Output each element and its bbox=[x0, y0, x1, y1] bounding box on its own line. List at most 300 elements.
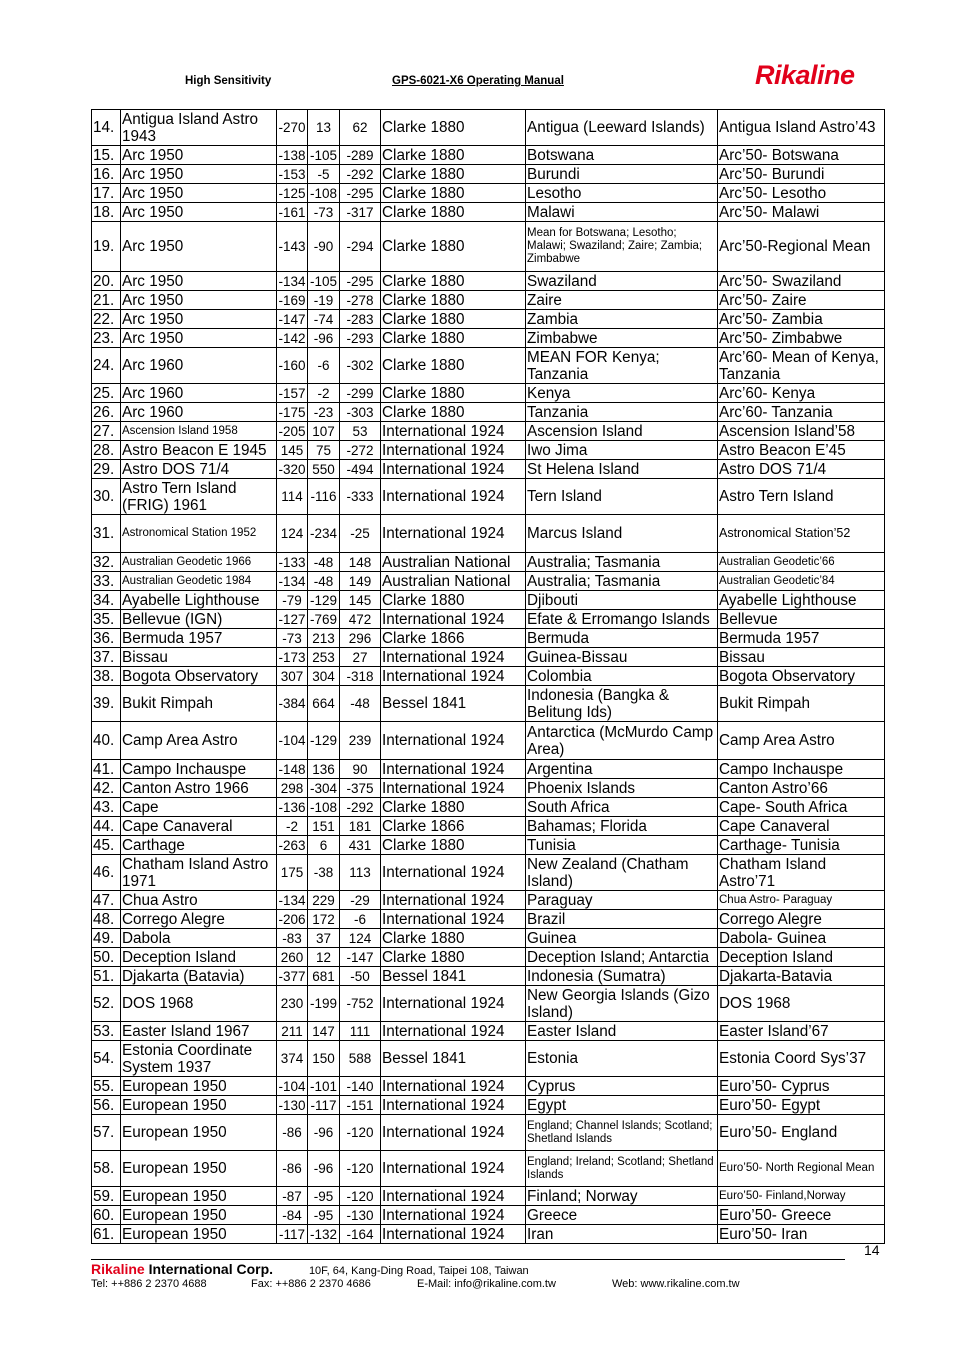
dy-cell: -6 bbox=[308, 348, 340, 384]
dz-cell: 148 bbox=[340, 553, 381, 572]
dz-cell: -164 bbox=[340, 1225, 381, 1244]
dx-cell: 114 bbox=[277, 479, 308, 515]
table-row bbox=[92, 1187, 885, 1206]
dz-cell: -29 bbox=[340, 891, 381, 910]
dy-cell: -105 bbox=[308, 146, 340, 165]
ellipsoid-cell: International 1924 bbox=[381, 479, 526, 515]
ellipsoid-cell: Clarke 1880 bbox=[381, 110, 526, 146]
dx-cell: 374 bbox=[277, 1041, 308, 1077]
dx-cell: 211 bbox=[277, 1022, 308, 1041]
area-cell: Estonia bbox=[526, 1041, 718, 1077]
dx-cell: -117 bbox=[277, 1225, 308, 1244]
datum-name-cell: Antigua Island Astro 1943 bbox=[121, 110, 277, 146]
area-cell: Tern Island bbox=[526, 479, 718, 515]
area-cell: Lesotho bbox=[526, 184, 718, 203]
area-cell: Ascension Island bbox=[526, 422, 718, 441]
short-name-cell: Arc’50- Burundi bbox=[718, 165, 885, 184]
datum-name-cell: Australian Geodetic 1984 bbox=[121, 572, 277, 591]
short-name-cell: Corrego Alegre bbox=[718, 910, 885, 929]
short-name-cell: Arc’60- Tanzania bbox=[718, 403, 885, 422]
short-name-cell: Euro’50- Greece bbox=[718, 1206, 885, 1225]
ellipsoid-cell: Clarke 1880 bbox=[381, 146, 526, 165]
area-cell: New Georgia Islands (Gizo Island) bbox=[526, 986, 718, 1022]
short-name-cell: Camp Area Astro bbox=[718, 722, 885, 760]
ellipsoid-cell: International 1924 bbox=[381, 779, 526, 798]
short-name-cell: DOS 1968 bbox=[718, 986, 885, 1022]
footer-rule bbox=[91, 1259, 845, 1260]
dx-cell: 307 bbox=[277, 667, 308, 686]
dx-cell: -87 bbox=[277, 1187, 308, 1206]
table-row bbox=[92, 165, 885, 184]
short-name-cell: Arc’50- Zaire bbox=[718, 291, 885, 310]
ellipsoid-cell: International 1924 bbox=[381, 1206, 526, 1225]
row-number-cell: 34. bbox=[92, 591, 121, 610]
dz-cell: -120 bbox=[340, 1151, 381, 1187]
ellipsoid-cell: Clarke 1880 bbox=[381, 329, 526, 348]
datum-name-cell: Camp Area Astro bbox=[121, 722, 277, 760]
ellipsoid-cell: Clarke 1880 bbox=[381, 222, 526, 272]
dz-cell: -120 bbox=[340, 1187, 381, 1206]
dx-cell: -73 bbox=[277, 629, 308, 648]
dx-cell: -86 bbox=[277, 1115, 308, 1151]
dy-cell: -48 bbox=[308, 572, 340, 591]
ellipsoid-cell: Bessel 1841 bbox=[381, 686, 526, 722]
dy-cell: -117 bbox=[308, 1096, 340, 1115]
dy-cell: -48 bbox=[308, 553, 340, 572]
table-row bbox=[92, 948, 885, 967]
dx-cell: -133 bbox=[278, 554, 306, 570]
area-cell: Antigua (Leeward Islands) bbox=[526, 110, 718, 146]
footer-brand: Rikaline bbox=[91, 1261, 145, 1277]
dx-cell: 145 bbox=[277, 441, 308, 460]
dz-cell: 431 bbox=[340, 836, 381, 855]
dx-cell: -143 bbox=[277, 222, 308, 272]
ellipsoid-cell: International 1924 bbox=[381, 460, 526, 479]
dy-cell: 13 bbox=[308, 110, 340, 146]
row-number-cell: 20. bbox=[92, 272, 121, 291]
short-name-cell: Ascension Island’58 bbox=[718, 422, 885, 441]
short-name-cell: Arc’50- Lesotho bbox=[718, 184, 885, 203]
area-cell: Guinea-Bissau bbox=[526, 648, 718, 667]
dz-cell: -292 bbox=[340, 165, 381, 184]
ellipsoid-cell: Australian National bbox=[381, 553, 526, 572]
table-row bbox=[92, 203, 885, 222]
ellipsoid-cell: International 1924 bbox=[381, 667, 526, 686]
row-number-cell: 14. bbox=[92, 110, 121, 146]
datum-name-cell: Arc 1960 bbox=[121, 403, 277, 422]
table-row bbox=[92, 110, 885, 146]
table-row bbox=[92, 184, 885, 203]
row-number-cell: 23. bbox=[92, 329, 121, 348]
datum-name-cell: Bellevue (IGN) bbox=[121, 610, 277, 629]
ellipsoid-cell: Clarke 1880 bbox=[381, 836, 526, 855]
area-cell: Bermuda bbox=[526, 629, 718, 648]
short-name-cell: Arc’50- Zambia bbox=[718, 310, 885, 329]
dz-cell: 124 bbox=[340, 929, 381, 948]
short-name-cell: Arc’50-Regional Mean bbox=[718, 222, 885, 272]
dz-cell: 62 bbox=[340, 110, 381, 146]
row-number-cell: 37. bbox=[92, 648, 121, 667]
area-cell: Zimbabwe bbox=[526, 329, 718, 348]
table-row bbox=[92, 1225, 885, 1244]
table-row bbox=[92, 146, 885, 165]
table-row bbox=[92, 403, 885, 422]
short-name-cell: Euro’50- North Regional Mean bbox=[718, 1151, 885, 1187]
dz-cell: -375 bbox=[340, 779, 381, 798]
dx-cell: -205 bbox=[278, 423, 306, 439]
ellipsoid-cell: International 1924 bbox=[381, 441, 526, 460]
dz-cell: -299 bbox=[340, 384, 381, 403]
table-row bbox=[92, 891, 885, 910]
ellipsoid-cell: Clarke 1880 bbox=[381, 165, 526, 184]
ellipsoid-cell: Clarke 1880 bbox=[381, 384, 526, 403]
datum-name-cell: Deception Island bbox=[121, 948, 277, 967]
dz-cell: -272 bbox=[340, 441, 381, 460]
short-name-cell: Euro’50- Cyprus bbox=[718, 1077, 885, 1096]
area-cell: England; Ireland; Scotland; Shetland Islands bbox=[526, 1151, 718, 1187]
row-number-cell: 60. bbox=[92, 1206, 121, 1225]
short-name-cell: Australian Geodetic’84 bbox=[718, 572, 885, 591]
dy-cell: 6 bbox=[308, 836, 340, 855]
datum-name-cell: European 1950 bbox=[121, 1096, 277, 1115]
dy-cell: -2 bbox=[308, 384, 340, 403]
row-number-cell: 44. bbox=[92, 817, 121, 836]
area-cell: England; Channel Islands; Scotland; Shetland Islands bbox=[526, 1115, 718, 1151]
ellipsoid-cell: International 1924 bbox=[381, 986, 526, 1022]
dz-cell: 181 bbox=[340, 817, 381, 836]
datum-name-cell: Cape Canaveral bbox=[121, 817, 277, 836]
dz-cell: -302 bbox=[340, 348, 381, 384]
area-cell: New Zealand (Chatham Island) bbox=[526, 855, 718, 891]
datum-name-cell: Arc 1950 bbox=[121, 222, 277, 272]
dx-cell: -79 bbox=[277, 591, 308, 610]
dx-cell: -138 bbox=[278, 147, 306, 163]
short-name-cell: Cape Canaveral bbox=[718, 817, 885, 836]
dz-cell: -318 bbox=[340, 667, 381, 686]
area-cell: Indonesia (Bangka & Belitung Ids) bbox=[526, 686, 718, 722]
dx-cell: -384 bbox=[277, 686, 308, 722]
ellipsoid-cell: Clarke 1866 bbox=[381, 817, 526, 836]
datum-name-cell: Chua Astro bbox=[121, 891, 277, 910]
datum-name-cell: European 1950 bbox=[121, 1115, 277, 1151]
ellipsoid-cell: Clarke 1880 bbox=[381, 403, 526, 422]
dz-cell: 239 bbox=[340, 722, 381, 760]
short-name-cell: Bermuda 1957 bbox=[718, 629, 885, 648]
datum-name-cell: Chatham Island Astro 1971 bbox=[121, 855, 277, 891]
dx-cell: -173 bbox=[278, 649, 306, 665]
datum-name-cell: Arc 1950 bbox=[121, 291, 277, 310]
short-name-cell: Arc’50- Malawi bbox=[718, 203, 885, 222]
short-name-cell: Dabola- Guinea bbox=[718, 929, 885, 948]
dy-cell: -132 bbox=[308, 1225, 340, 1244]
dy-cell: 151 bbox=[308, 817, 340, 836]
short-name-cell: Easter Island’67 bbox=[718, 1022, 885, 1041]
area-cell: Australia; Tasmania bbox=[526, 553, 718, 572]
dz-cell: -130 bbox=[340, 1206, 381, 1225]
dx-cell: -125 bbox=[278, 185, 306, 201]
dy-cell: -90 bbox=[308, 222, 340, 272]
row-number-cell: 27. bbox=[92, 422, 121, 441]
dy-cell: -116 bbox=[308, 479, 340, 515]
ellipsoid-cell: International 1924 bbox=[381, 1187, 526, 1206]
ellipsoid-cell: Clarke 1880 bbox=[381, 591, 526, 610]
dy-cell: 150 bbox=[308, 1041, 340, 1077]
dx-cell: -153 bbox=[278, 166, 306, 182]
header-manual-title: GPS-6021-X6 Operating Manual bbox=[392, 75, 564, 87]
ellipsoid-cell: Clarke 1880 bbox=[381, 948, 526, 967]
dz-cell: -6 bbox=[340, 910, 381, 929]
datum-name-cell: Campo Inchauspe bbox=[121, 760, 277, 779]
datum-name-cell: Ayabelle Lighthouse bbox=[121, 591, 277, 610]
dz-cell: 27 bbox=[340, 648, 381, 667]
page-number: 14 bbox=[864, 1242, 880, 1258]
dz-cell: -50 bbox=[340, 967, 381, 986]
datum-name-cell: Bukit Rimpah bbox=[121, 686, 277, 722]
dx-cell: 124 bbox=[277, 515, 308, 553]
ellipsoid-cell: International 1924 bbox=[381, 1115, 526, 1151]
table-row bbox=[92, 686, 885, 722]
dz-cell: -752 bbox=[340, 986, 381, 1022]
dx-cell: -142 bbox=[278, 330, 306, 346]
row-number-cell: 59. bbox=[92, 1187, 121, 1206]
row-number-cell: 57. bbox=[92, 1115, 121, 1151]
datum-name-cell: Arc 1950 bbox=[121, 310, 277, 329]
dy-cell: 12 bbox=[308, 948, 340, 967]
short-name-cell: Australian Geodetic’66 bbox=[718, 553, 885, 572]
area-cell: Tanzania bbox=[526, 403, 718, 422]
short-name-cell: Djakarta-Batavia bbox=[718, 967, 885, 986]
dx-cell: -320 bbox=[278, 461, 306, 477]
dz-cell: -120 bbox=[340, 1115, 381, 1151]
row-number-cell: 26. bbox=[92, 403, 121, 422]
ellipsoid-cell: Bessel 1841 bbox=[381, 967, 526, 986]
dz-cell: -294 bbox=[340, 222, 381, 272]
row-number-cell: 32. bbox=[92, 553, 121, 572]
table-row bbox=[92, 222, 885, 272]
datum-name-cell: Easter Island 1967 bbox=[121, 1022, 277, 1041]
table-row bbox=[92, 667, 885, 686]
area-cell: Iwo Jima bbox=[526, 441, 718, 460]
table-row bbox=[92, 629, 885, 648]
datum-name-cell: Arc 1950 bbox=[121, 184, 277, 203]
table-row bbox=[92, 836, 885, 855]
dy-cell: -38 bbox=[308, 855, 340, 891]
datum-name-cell: Djakarta (Batavia) bbox=[121, 967, 277, 986]
row-number-cell: 56. bbox=[92, 1096, 121, 1115]
short-name-cell: Chua Astro- Paraguay bbox=[718, 891, 885, 910]
dy-cell: -101 bbox=[308, 1077, 340, 1096]
short-name-cell: Arc’60- Mean of Kenya, Tanzania bbox=[718, 348, 885, 384]
dy-cell: -304 bbox=[308, 779, 340, 798]
dy-cell: 664 bbox=[308, 686, 340, 722]
ellipsoid-cell: International 1924 bbox=[381, 1225, 526, 1244]
datum-name-cell: Astro Tern Island (FRIG) 1961 bbox=[121, 479, 277, 515]
table-row bbox=[92, 291, 885, 310]
row-number-cell: 22. bbox=[92, 310, 121, 329]
ellipsoid-cell: International 1924 bbox=[381, 855, 526, 891]
row-number-cell: 55. bbox=[92, 1077, 121, 1096]
dz-cell: -25 bbox=[340, 515, 381, 553]
short-name-cell: Euro’50- England bbox=[718, 1115, 885, 1151]
ellipsoid-cell: International 1924 bbox=[381, 891, 526, 910]
area-cell: Colombia bbox=[526, 667, 718, 686]
area-cell: Malawi bbox=[526, 203, 718, 222]
dy-cell: 136 bbox=[308, 760, 340, 779]
area-cell: Marcus Island bbox=[526, 515, 718, 553]
row-number-cell: 29. bbox=[92, 460, 121, 479]
area-cell: Cyprus bbox=[526, 1077, 718, 1096]
dz-cell: -147 bbox=[340, 948, 381, 967]
dz-cell: 145 bbox=[340, 591, 381, 610]
table-row bbox=[92, 855, 885, 891]
row-number-cell: 35. bbox=[92, 610, 121, 629]
area-cell: Brazil bbox=[526, 910, 718, 929]
row-number-cell: 42. bbox=[92, 779, 121, 798]
area-cell: Mean for Botswana; Lesotho; Malawi; Swaziland; Zaire; Zambia; Zimbabwe bbox=[526, 222, 718, 272]
short-name-cell: Astro Tern Island bbox=[718, 479, 885, 515]
area-cell: Phoenix Islands bbox=[526, 779, 718, 798]
short-name-cell: Antigua Island Astro’43 bbox=[718, 110, 885, 146]
dx-cell: -161 bbox=[278, 204, 306, 220]
ellipsoid-cell: International 1924 bbox=[381, 1151, 526, 1187]
table-row bbox=[92, 817, 885, 836]
dx-cell: -104 bbox=[278, 1078, 306, 1094]
area-cell: Botswana bbox=[526, 146, 718, 165]
footer-web: Web: www.rikaline.com.tw bbox=[612, 1278, 740, 1290]
table-row bbox=[92, 272, 885, 291]
dz-cell: -317 bbox=[340, 203, 381, 222]
ellipsoid-cell: Australian National bbox=[381, 572, 526, 591]
short-name-cell: Astro Beacon E’45 bbox=[718, 441, 885, 460]
dy-cell: -129 bbox=[308, 591, 340, 610]
ellipsoid-cell: Clarke 1880 bbox=[381, 203, 526, 222]
dz-cell: -295 bbox=[340, 184, 381, 203]
area-cell: Argentina bbox=[526, 760, 718, 779]
datum-name-cell: Dabola bbox=[121, 929, 277, 948]
area-cell: Bahamas; Florida bbox=[526, 817, 718, 836]
dy-cell: 213 bbox=[308, 629, 340, 648]
dy-cell: -73 bbox=[308, 203, 340, 222]
row-number-cell: 54. bbox=[92, 1041, 121, 1077]
row-number-cell: 52. bbox=[92, 986, 121, 1022]
dy-cell: 147 bbox=[308, 1022, 340, 1041]
table-row bbox=[92, 515, 885, 553]
datum-name-cell: Astro DOS 71/4 bbox=[121, 460, 277, 479]
ellipsoid-cell: International 1924 bbox=[381, 910, 526, 929]
dx-cell: -84 bbox=[277, 1206, 308, 1225]
datum-name-cell: Astro Beacon E 1945 bbox=[121, 441, 277, 460]
dz-cell: 113 bbox=[340, 855, 381, 891]
area-cell: Antarctica (McMurdo Camp Area) bbox=[526, 722, 718, 760]
datum-name-cell: Arc 1950 bbox=[121, 272, 277, 291]
area-cell: Paraguay bbox=[526, 891, 718, 910]
datum-name-cell: Arc 1950 bbox=[121, 329, 277, 348]
row-number-cell: 40. bbox=[92, 722, 121, 760]
area-cell: Greece bbox=[526, 1206, 718, 1225]
dx-cell: -2 bbox=[277, 817, 308, 836]
dx-cell: -147 bbox=[278, 311, 306, 327]
table-row bbox=[92, 798, 885, 817]
short-name-cell: Astronomical Station’52 bbox=[718, 515, 885, 553]
dy-cell: -234 bbox=[308, 515, 340, 553]
datum-name-cell: Bissau bbox=[121, 648, 277, 667]
row-number-cell: 45. bbox=[92, 836, 121, 855]
dy-cell: 107 bbox=[308, 422, 340, 441]
table-row bbox=[92, 986, 885, 1022]
short-name-cell: Canton Astro’66 bbox=[718, 779, 885, 798]
dy-cell: -74 bbox=[308, 310, 340, 329]
row-number-cell: 43. bbox=[92, 798, 121, 817]
ellipsoid-cell: Clarke 1880 bbox=[381, 184, 526, 203]
area-cell: Iran bbox=[526, 1225, 718, 1244]
table-row bbox=[92, 479, 885, 515]
short-name-cell: Campo Inchauspe bbox=[718, 760, 885, 779]
dy-cell: 304 bbox=[308, 667, 340, 686]
area-cell: Easter Island bbox=[526, 1022, 718, 1041]
header-subtitle: High Sensitivity bbox=[185, 75, 272, 87]
ellipsoid-cell: International 1924 bbox=[381, 722, 526, 760]
dz-cell: -140 bbox=[340, 1077, 381, 1096]
area-cell: Egypt bbox=[526, 1096, 718, 1115]
dz-cell: 588 bbox=[340, 1041, 381, 1077]
dy-cell: -19 bbox=[308, 291, 340, 310]
table-row bbox=[92, 1077, 885, 1096]
dx-cell: -104 bbox=[277, 722, 308, 760]
row-number-cell: 47. bbox=[92, 891, 121, 910]
table-row bbox=[92, 1115, 885, 1151]
short-name-cell: Arc’50- Botswana bbox=[718, 146, 885, 165]
footer-contacts bbox=[91, 1278, 740, 1290]
ellipsoid-cell: International 1924 bbox=[381, 1022, 526, 1041]
dy-cell: 253 bbox=[308, 648, 340, 667]
datum-name-cell: Canton Astro 1966 bbox=[121, 779, 277, 798]
dy-cell: 37 bbox=[308, 929, 340, 948]
dy-cell: -96 bbox=[308, 1115, 340, 1151]
footer-company-rest: International Corp. bbox=[148, 1261, 274, 1277]
datum-name-cell: Arc 1950 bbox=[121, 203, 277, 222]
footer-email: E-Mail: info@rikaline.com.tw bbox=[417, 1278, 556, 1290]
datum-name-cell: Carthage bbox=[121, 836, 277, 855]
table-row bbox=[92, 1206, 885, 1225]
short-name-cell: Bissau bbox=[718, 648, 885, 667]
dy-cell: -769 bbox=[308, 610, 340, 629]
dx-cell: -134 bbox=[278, 573, 306, 589]
datum-name-cell: Arc 1950 bbox=[121, 146, 277, 165]
short-name-cell: Carthage- Tunisia bbox=[718, 836, 885, 855]
dz-cell: -295 bbox=[340, 272, 381, 291]
table-row bbox=[92, 572, 885, 591]
dx-cell: -160 bbox=[277, 348, 308, 384]
dy-cell: 75 bbox=[308, 441, 340, 460]
row-number-cell: 21. bbox=[92, 291, 121, 310]
datum-name-cell: Ascension Island 1958 bbox=[121, 422, 277, 441]
dx-cell: -270 bbox=[277, 110, 308, 146]
datum-name-cell: Arc 1960 bbox=[121, 384, 277, 403]
ellipsoid-cell: Clarke 1880 bbox=[381, 272, 526, 291]
table-row bbox=[92, 441, 885, 460]
table-row bbox=[92, 910, 885, 929]
dz-cell: -283 bbox=[340, 310, 381, 329]
dz-cell: 111 bbox=[340, 1022, 381, 1041]
datum-name-cell: DOS 1968 bbox=[121, 986, 277, 1022]
short-name-cell: Arc’50- Swaziland bbox=[718, 272, 885, 291]
datum-table bbox=[91, 109, 885, 1244]
dy-cell: 172 bbox=[308, 910, 340, 929]
table-row bbox=[92, 591, 885, 610]
datum-name-cell: Arc 1960 bbox=[121, 348, 277, 384]
area-cell: Djibouti bbox=[526, 591, 718, 610]
dx-cell: -377 bbox=[278, 968, 306, 984]
